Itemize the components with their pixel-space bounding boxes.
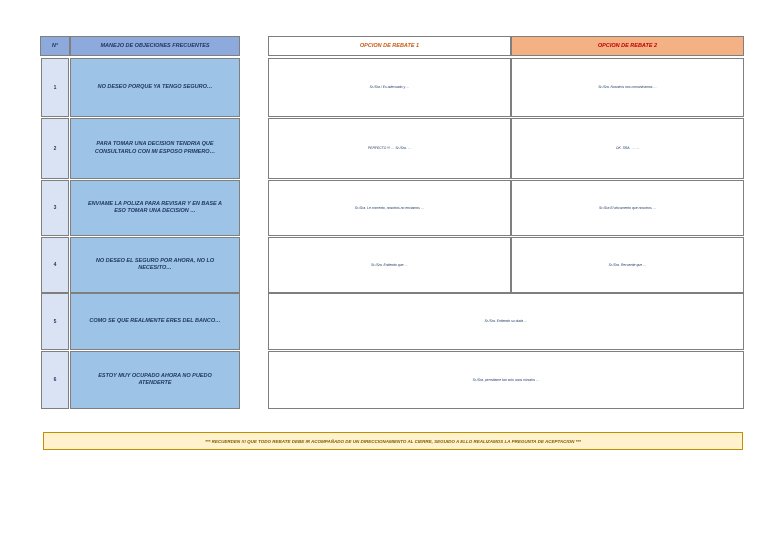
row-2-rebate-1: PERFECTO !!! … Sr./Sra. … <box>268 118 511 179</box>
row-2-objection: PARA TOMAR UNA DECISION TENDRIA QUE CONSULTARLO CON MI ESPOSO PRIMERO… <box>70 118 240 179</box>
row-6-objection: ESTOY MUY OCUPADO AHORA NO PUEDO ATENDERTE <box>70 351 240 409</box>
row-4-rebate-2: Sr./Sra. Recuerde que … <box>511 237 744 293</box>
row-1-objection: NO DESEO PORQUE YA TENGO SEGURO… <box>70 58 240 117</box>
row-2-number: 2 <box>41 118 69 179</box>
row-1-number: 1 <box>41 58 69 117</box>
row-3-number: 3 <box>41 180 69 236</box>
row-1-rebate-2: Sr./Sra. Nosotros nos comunicamos … <box>511 58 744 117</box>
row-6-rebate: Sr./Sra. permítame tan solo unos minutos … <box>268 351 744 409</box>
row-4-number: 4 <box>41 237 69 293</box>
row-3-rebate-2: Sr./Sra El documento que nosotros … <box>511 180 744 236</box>
header-objection: MANEJO DE OBJECIONES FRECUENTES <box>70 36 240 56</box>
row-2-rebate-2: OK. SRA. … … <box>511 118 744 179</box>
header-number: N° <box>40 36 70 56</box>
header-rebate-2: OPCION DE REBATE 2 <box>511 36 744 56</box>
row-3-objection: ENVIAME LA POLIZA PARA REVISAR Y EN BASE A ESO TOMAR UNA DECISION … <box>70 180 240 236</box>
row-5-number: 5 <box>41 293 69 350</box>
row-3-rebate-1: Sr./Sra. Le comento, nosotros no enviamos … <box>268 180 511 236</box>
row-4-objection: NO DESEO EL SEGURO POR AHORA, NO LO NECESITO… <box>70 237 240 293</box>
row-5-rebate: Sr./Sra. Entiendo su duda … <box>268 293 744 350</box>
row-1-rebate-1: Sr./Sra.! Es adecuado y … <box>268 58 511 117</box>
row-6-number: 6 <box>41 351 69 409</box>
footer-reminder: *** RECUERDEN !!! QUE TODO REBATE DEBE IR ACOMPAÑADO DE UN DIRECCIONAMIENTO AL CIERRE, SEGUIDO A ELLO REALIZAMOS LA PREGUNTA DE ACEPTACION *** <box>43 432 743 450</box>
row-4-rebate-1: Sr./Sra. Entiendo que … <box>268 237 511 293</box>
row-5-objection: COMO SE QUE REALMENTE ERES DEL BANCO… <box>70 293 240 350</box>
header-rebate-1: OPCION DE REBATE 1 <box>268 36 511 56</box>
